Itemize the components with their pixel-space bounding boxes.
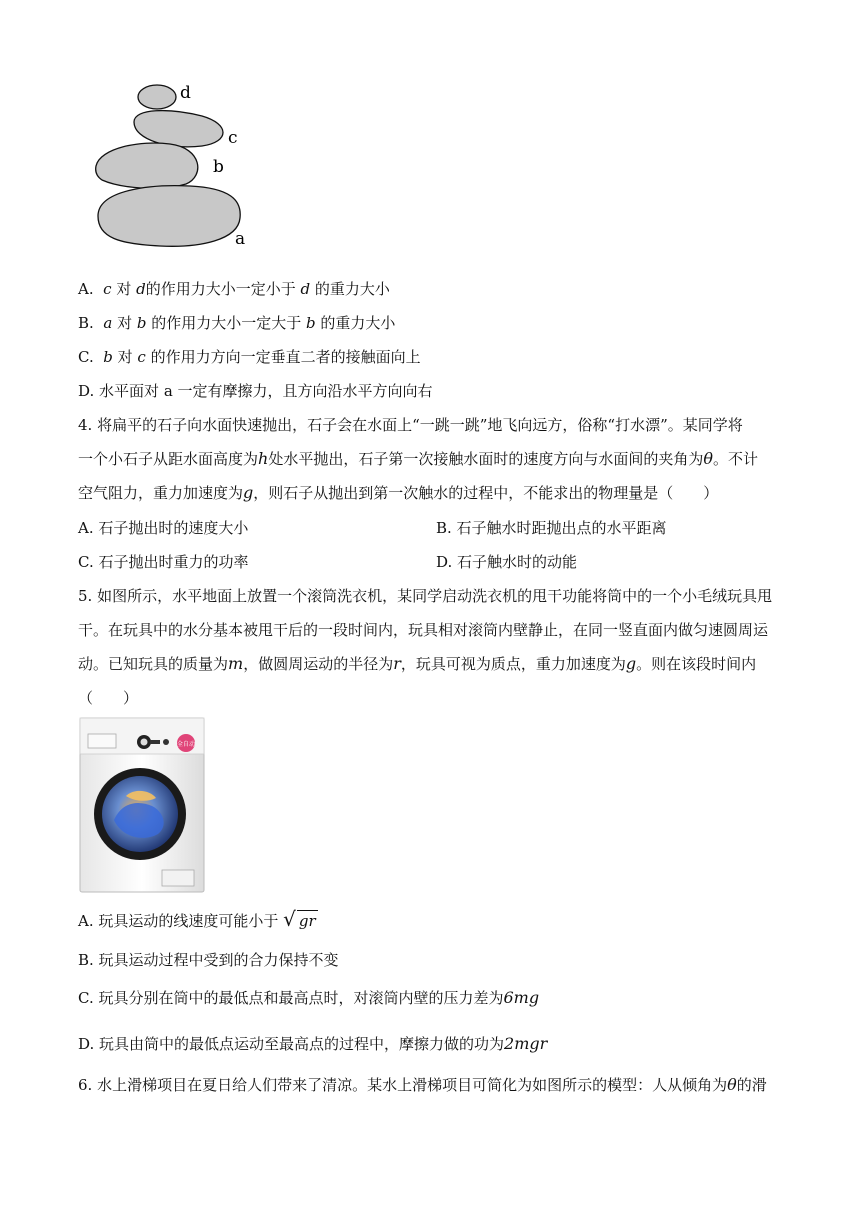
q6-line-1 [78,1075,767,1095]
option-key: C. [78,348,94,366]
knob-inner [141,739,148,746]
washing-machine-image [78,716,206,894]
q5-line-4: （ ） [78,689,139,707]
knob-rail [150,740,160,744]
q3-option-a [78,279,390,299]
stone-a [98,186,240,247]
var-theta: θ [727,1075,737,1094]
math-2mgr: 2mgr [504,1034,548,1053]
option-text: A. 玩具运动的线速度可能小于 [78,912,279,930]
text: 的滑 [736,1076,767,1094]
detergent-drawer [88,734,116,748]
text: 对 [112,348,138,366]
text: 动。已知玩具的质量为 [78,655,229,673]
var-b: b [306,314,316,332]
var-g: g [243,483,254,502]
q4-line-1: 4. 将扁平的石子向水面快速抛出，石子会在水面上“一跳一跳”地飞向远方，俗称“打水漂”。某同学将 [78,416,743,434]
label-b: b [213,157,224,177]
var-g: g [625,654,637,673]
var-b: b [103,348,113,366]
math-6mg: 6mg [503,988,540,1007]
option-text: 水平面对 a 一定有摩擦力，且方向沿水平方向向右 [99,382,433,400]
text: 对 [111,280,137,298]
text: 处水平抛出，石子第一次接触水面时的速度方向与水面间的夹角为 [268,450,704,468]
var-h: h [258,449,269,468]
text: 空气阻力，重力加速度为 [78,484,244,502]
text: 的作用力方向一定垂直二者的接触面向上 [145,348,421,366]
q3-option-c [78,347,421,367]
text: ，做圆周运动的半径为 [243,655,394,673]
q3-option-b [78,313,395,333]
q4-option-b: B. 石子触水时距抛出点的水平距离 [436,519,667,537]
text: 6. 水上滑梯项目在夏日给人们带来了清凉。某水上滑梯项目可简化为如图所示的模型：人从倾角为 [78,1076,728,1094]
option-key: B. [78,314,94,332]
text: 的作用力大小一定小于 [145,280,301,298]
filter-cover [162,870,194,886]
text: 的重力大小 [310,280,390,298]
text: ，则石子从抛出到第一次触水的过程中，不能求出的物理量是（ ） [253,484,719,502]
radicand: gr [298,912,316,930]
var-d: d [300,280,311,298]
stone-b [96,143,198,188]
stacked-stones-figure [90,78,260,250]
q5-line-2: 干。在玩具中的水分基本被甩干后的一段时间内，玩具相对滚筒内壁静止，在同一竖直面内做匀速圆周运 [78,621,769,639]
sqrt-expression [283,909,318,931]
label-a: a [235,229,246,249]
var-b: b [136,314,147,332]
label-c: c [228,128,238,148]
option-key: D. [78,382,95,400]
option-text: D. 玩具由筒中的最低点运动至最高点的过程中，摩擦力做的功为 [78,1035,505,1053]
q3-option-d [78,381,433,401]
program-dial [163,739,169,745]
q5-option-a [78,909,318,931]
var-a: a [103,314,113,332]
brand-badge-text: 全自动 [176,741,196,748]
var-m: m [228,654,244,673]
var-r: r [393,654,401,673]
text: 一个小石子从距水面高度为 [78,450,259,468]
text: 对 [112,314,137,332]
text: 。则在该段时间内 [636,655,757,673]
q4-option-a: A. 石子抛出时的速度大小 [78,519,249,537]
q5-option-d [78,1034,547,1054]
q4-option-c: C. 石子抛出时重力的功率 [78,553,249,571]
option-text: C. 玩具分别在筒中的最低点和最高点时，对滚筒内壁的压力差为 [78,989,504,1007]
text: ，玩具可视为质点，重力加速度为 [400,655,626,673]
var-d: d [136,280,146,298]
sqrt-icon: √ [283,907,296,931]
q4-line-2 [78,449,758,469]
q5-line-3 [78,654,756,674]
stone-d [138,85,176,109]
q5-option-c [78,988,539,1008]
stone-c [134,111,223,147]
q5-option-b: B. 玩具运动过程中受到的合力保持不变 [78,951,339,969]
label-d: d [180,83,191,103]
var-c: c [103,280,112,298]
text: 。不计 [712,450,758,468]
q4-line-3 [78,483,718,503]
var-c: c [137,348,146,366]
q4-option-d: D. 石子触水时的动能 [436,553,578,571]
text: 的重力大小 [315,314,396,332]
var-theta: θ [703,449,713,468]
option-key: A. [78,280,94,298]
text: 的作用力大小一定大于 [146,314,306,332]
q5-line-1: 5. 如图所示，水平地面上放置一个滚筒洗衣机，某同学启动洗衣机的甩干功能将筒中的一个小毛绒玩具甩 [78,587,773,605]
